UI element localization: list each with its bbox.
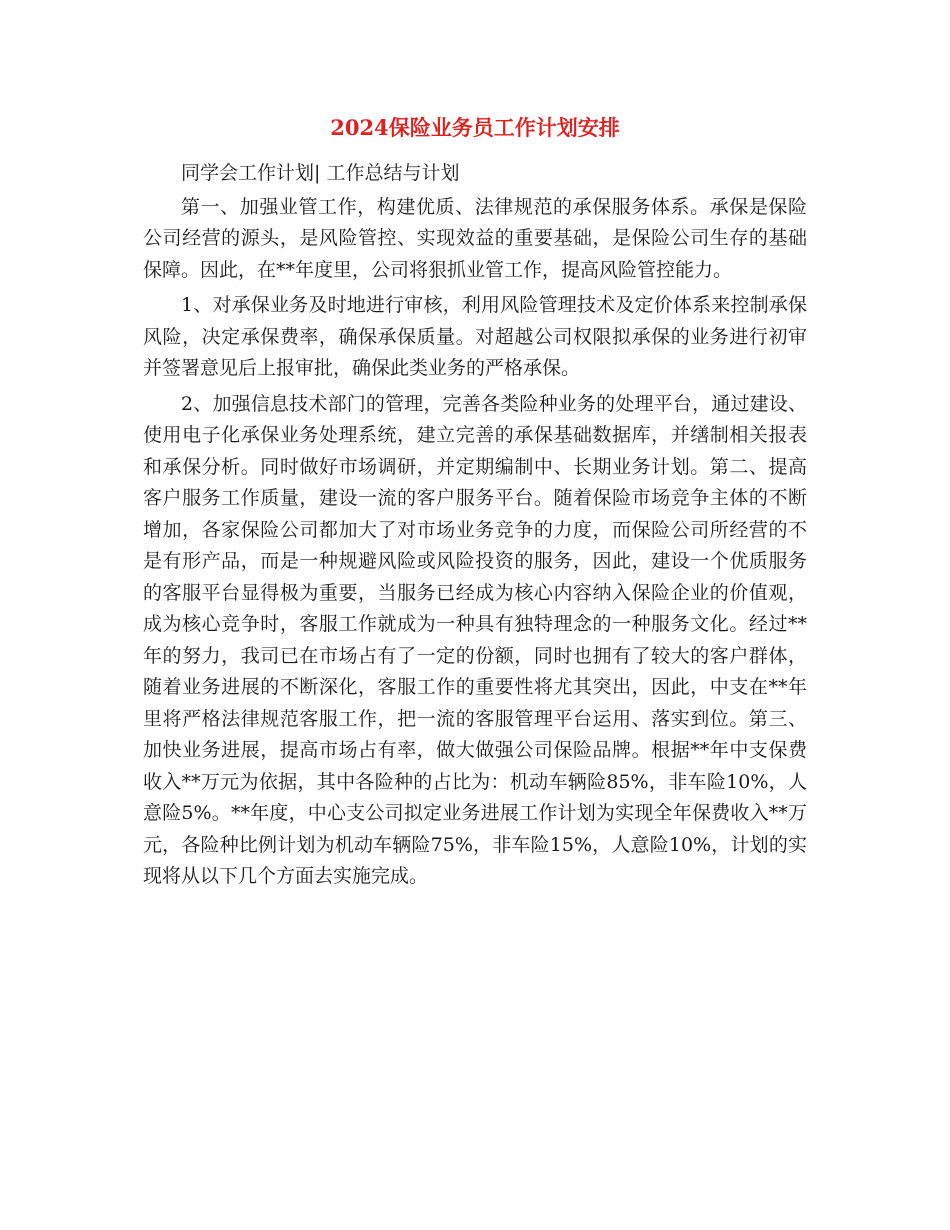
- document-body: [143, 158, 807, 897]
- document-subtitle: 同学会工作计划| 工作总结与计划: [181, 162, 460, 184]
- paragraph-3: 2、加强信息技术部门的管理，完善各类险种业务的处理平台，通过建设、使用电子化承保业务处理系统，建立完善的承保基础数据库，并缮制相关报表和承保分析。同时做好市场调研，并定期编制中、长期业务计划。第二、提高客户服务工作质量，建设一流的客户服务平台。随着保险市场竞争主体的不断增加，各家保险公司都加大了对市场业务竞争的力度，而保险公司所经营的不是有形产品，而是一种规避风险或风险投资的服务，因此，建设一个优质服务的客服平台显得极为重要，当服务已经成为核心内容纳入保险企业的价值观，成为核心竞争时，客服工作就成为一种具有独特理念的一种服务文化。经过**年的努力，我司已在市场占有了一定的份额，同时也拥有了较大的客户群体，随着业务进展的不断深化，客服工作的重要性将尤其突出，因此，中支在**年里将严格法律规范客服工作，把一流的客服管理平台运用、落实到位。第三、加快业务进展，提高市场占有率，做大做强公司保险品牌。根据**年中支保费收入**万元为依据，其中各险种的占比为：机动车辆险85%，非车险10%，人意险5%。**年度，中心支公司拟定业务进展工作计划为实现全年保费收入**万元，各险种比例计划为机动车辆险75%，非车险15%，人意险10%，计划的实现将从以下几个方面去实施完成。: [143, 392, 807, 887]
- paragraph-1: 第一、加强业管工作，构建优质、法律规范的承保服务体系。承保是保险公司经营的源头，是风险管控、实现效益的重要基础，是保险公司生存的基础保障。因此，在**年度里，公司将狠抓业管工作，提高风险管控能力。: [143, 195, 807, 281]
- paragraph-2: 1、对承保业务及时地进行审核，利用风险管理技术及定价体系来控制承保风险，决定承保费率，确保承保质量。对超越公司权限拟承保的业务进行初审并签署意见后上报审批，确保此类业务的严格承保。: [143, 294, 807, 379]
- document-title: 2024保险业务员工作计划安排: [330, 115, 620, 140]
